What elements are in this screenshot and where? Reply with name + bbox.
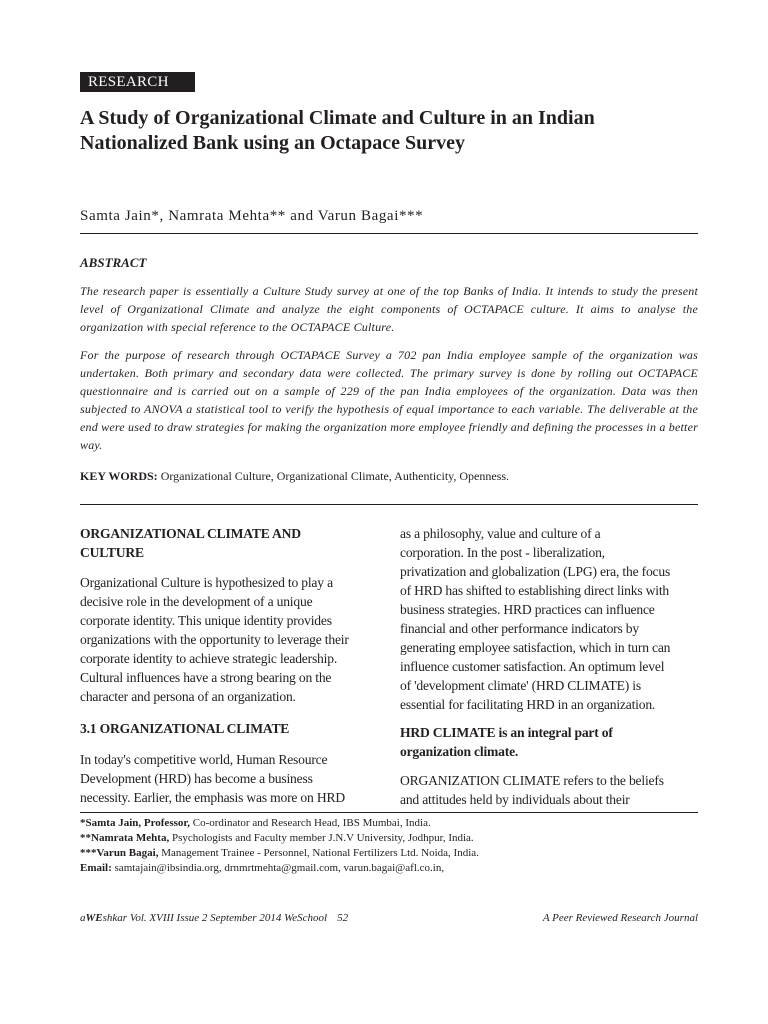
keywords	[80, 469, 509, 484]
left-column-subheading	[80, 719, 378, 738]
text-line: financial and other performance indicators by	[400, 621, 639, 636]
footnote-name: *Samta Jain, Professor,	[80, 817, 190, 829]
left-column-paragraph	[80, 573, 378, 706]
heading-line: HRD CLIMATE is an integral part of	[400, 725, 613, 740]
text-line: organizations with the opportunity to leverage their	[80, 632, 349, 647]
footnote-text: Management Trainee - Personnel, National Fertilizers Ltd. Noida, India.	[158, 847, 479, 859]
section-divider	[80, 504, 698, 505]
abstract-heading: ABSTRACT	[80, 255, 147, 270]
footnote-text: Psychologists and Faculty member J.N.V University, Jodhpur, India.	[169, 832, 474, 844]
text-line: corporate identity to achieve strategic leadership.	[80, 651, 338, 666]
keywords-text: Organizational Culture, Organizational Climate, Authenticity, Openness.	[157, 469, 510, 483]
footnote	[80, 816, 479, 831]
text-line: of 'development climate' (HRD CLIMATE) is	[400, 678, 641, 693]
footnote	[80, 861, 479, 876]
text-line: character and persona of an organization.	[80, 689, 296, 704]
left-column-paragraph-2	[80, 750, 378, 807]
text-line: corporation. In the post - liberalization,	[400, 545, 605, 560]
author-divider	[80, 233, 698, 234]
abstract-paragraph: The research paper is essentially a Culture Study survey at one of the top Banks of India. It intends to study the present level of Organizational Climate and analyze the eight components of OCTAPACE culture. It aims to analyse the organization with special reference to the OCTAPACE Culture.	[80, 284, 698, 334]
footnote-name: ***Varun Bagai,	[80, 847, 159, 859]
text-line: of HRD has shifted to establishing direct links with	[400, 583, 669, 598]
footer-journal	[80, 912, 348, 924]
paper-title	[80, 106, 700, 156]
keywords-label: KEY WORDS:	[80, 469, 158, 483]
footnote-name: Email:	[80, 862, 112, 874]
right-column-paragraph-2	[400, 771, 700, 809]
text-line: privatization and globalization (LPG) era, the focus	[400, 564, 671, 579]
heading-line: organization climate.	[400, 744, 519, 759]
journal-rest: shkar Vol. XVIII Issue 2 September 2014 WeSchool	[102, 912, 328, 924]
page-number: 52	[337, 912, 349, 924]
author-list: Samta Jain*, Namrata Mehta** and Varun Bagai***	[80, 208, 424, 224]
text-line: influence customer satisfaction. An optimum level	[400, 659, 665, 674]
footnote	[80, 846, 479, 861]
footer-right: A Peer Reviewed Research Journal	[542, 912, 698, 924]
text-line: Development (HRD) has become a business	[80, 771, 313, 786]
footnote-text: Co-ordinator and Research Head, IBS Mumbai, India.	[190, 817, 431, 829]
text-line: decisive role in the development of a unique	[80, 594, 313, 609]
journal-bold: WE	[85, 912, 103, 924]
text-line: Organizational Culture is hypothesized to play a	[80, 575, 333, 590]
text-line: business strategies. HRD practices can influence	[400, 602, 655, 617]
footnote-divider	[80, 812, 698, 813]
right-column-heading	[400, 723, 700, 761]
right-column-paragraph	[400, 524, 700, 714]
footnote-text: samtajain@ibsindia.org, drnmrtmehta@gmail.com, varun.bagai@afl.co.in,	[111, 862, 445, 874]
heading-line: ORGANIZATIONAL CLIMATE AND	[80, 526, 301, 541]
left-column-heading	[80, 524, 378, 562]
title-line: Nationalized Bank using an Octapace Survey	[80, 132, 466, 154]
heading-line: CULTURE	[80, 545, 144, 560]
text-line: essential for facilitating HRD in an organization.	[400, 697, 656, 712]
footnotes	[80, 816, 479, 876]
footnote-name: **Namrata Mehta,	[80, 832, 170, 844]
text-line: and attitudes held by individuals about their	[400, 792, 630, 807]
journal-prefix: a	[80, 912, 86, 924]
subheading-text: 3.1 ORGANIZATIONAL CLIMATE	[80, 721, 290, 736]
text-line: generating employee satisfaction, which in turn can	[400, 640, 671, 655]
text-line: In today's competitive world, Human Resource	[80, 752, 328, 767]
text-line: as a philosophy, value and culture of a	[400, 526, 601, 541]
text-line: Cultural influences have a strong bearing on the	[80, 670, 332, 685]
text-line: ORGANIZATION CLIMATE refers to the beliefs	[400, 773, 664, 788]
abstract-paragraph: For the purpose of research through OCTAPACE Survey a 702 pan India employee sample of the organization was undertaken. Both primary and secondary data were collected. The primary survey is done by rolling out OCTAPACE questionnaire and is carried out on a sample of 229 of the pan India employees of the organization. Data was then subjected to ANOVA a statistical tool to verify the hypothesis of equal importance to each variable. The deliverable at the end were used to draw strategies for making the organization more employee friendly and defining the processes in a better way.	[80, 348, 698, 452]
section-badge: RESEARCH	[80, 72, 195, 92]
text-line: necessity. Earlier, the emphasis was more on HRD	[80, 790, 345, 805]
title-line: A Study of Organizational Climate and Culture in an Indian	[80, 107, 595, 129]
footnote	[80, 831, 479, 846]
text-line: corporate identity. This unique identity provides	[80, 613, 332, 628]
